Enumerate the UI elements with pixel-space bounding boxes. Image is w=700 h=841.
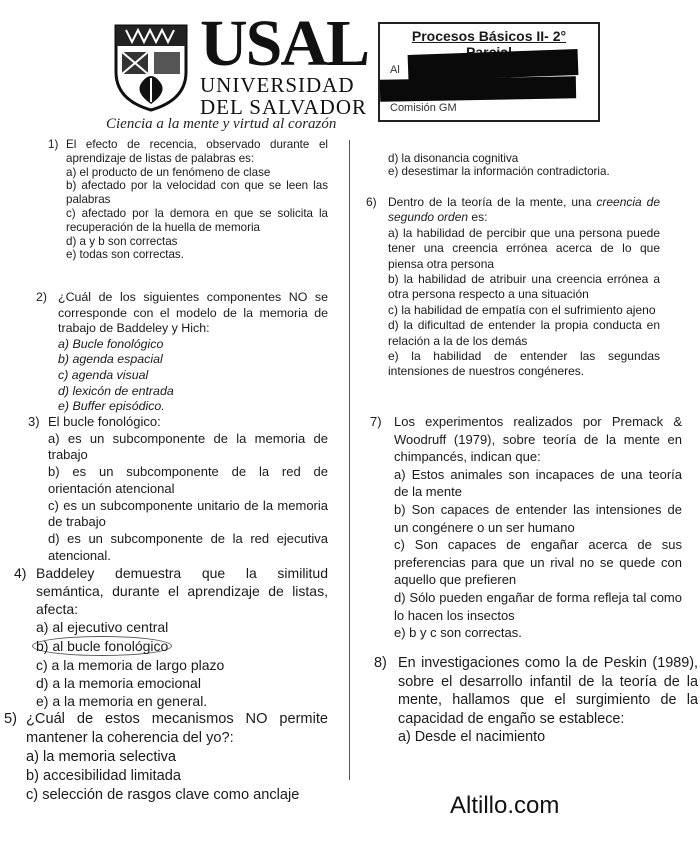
brand-line-2: DEL SALVADOR [200,95,367,119]
exam-title: Procesos Básicos II- 2° [411,28,567,44]
question-stem: El efecto de recencia, observado durante el aprendizaje de listas de palabras es: [66,138,328,165]
question-2 [36,290,328,415]
question-6 [366,195,660,380]
option: e) a la memoria en general. [36,693,208,709]
question-stem [388,195,660,226]
option: b) es un subcomponente de la red de orientación atencional [48,464,328,496]
option: a) la memoria selectiva [26,749,177,765]
option: b) Son capaces de entender las intensiones de un congénere o un ser humano [394,501,682,535]
stem-emphasis: creencia de segundo orden [388,195,660,225]
handwritten-circle-mark: b) al bucle fonológico [32,636,172,656]
option: d) la dificultad de entender la propia conducta en relación a la de los demás [388,318,660,348]
question-5-continued [388,152,668,178]
option: a) es un subcomponente de la memoria de trabajo [48,430,328,463]
option: d) es un subcomponente de la red ejecutiva atencional. [48,530,328,563]
option: e) desestimar la información contradictoria. [388,165,610,178]
option: c) es un subcomponente unitario de la memoria de trabajo [48,497,328,530]
question-3 [28,414,328,564]
option [36,636,328,656]
question-number: 5) [4,711,17,727]
option: b) afectado por la velocidad con que se leen las palabras [66,179,328,207]
option: c) agenda visual [58,367,149,382]
option: a) Desde el nacimiento [398,729,546,746]
option: a) Bucle fonológico [58,336,164,351]
option: c) a la memoria de largo plazo [36,657,225,673]
option: e) b y c son correctas. [394,625,522,641]
question-4 [14,564,328,710]
option: e) todas son correctas. [66,248,184,262]
question-1 [48,138,328,262]
option: d) lexicón de entrada [58,383,174,398]
brand-block [200,7,375,119]
option: c) la habilidad de empatía con el sufrimiento ajeno [388,302,656,317]
question-8 [374,654,698,747]
option: c) selección de rasgos clave como anclaje [26,787,300,803]
option: d) a la memoria emocional [36,675,201,691]
redaction-bar [380,76,576,101]
question-stem: El bucle fonológico: [48,414,161,429]
student-label: Al [390,64,400,76]
option: a) al ejecutivo central [36,619,169,635]
watermark: Altillo.com [450,792,560,819]
question-stem: Baddeley demuestra que la similitud semántica, durante el aprendizaje de listas, afecta: [36,565,328,617]
stem-part: Dentro de la teoría de la mente, una [388,195,597,209]
question-number: 3) [28,414,40,429]
option: d) Sólo pueden engañar de forma refleja tal como lo hacen los insectos [394,589,682,623]
question-number: 2) [36,290,48,304]
question-stem: ¿Cuál de estos mecanismos NO permite mantener la coherencia del yo?: [26,711,328,746]
question-stem: ¿Cuál de los siguientes componentes NO se corresponde con el modelo de la memoria de trabajo de Baddeley y Hich: [58,290,328,336]
question-number: 1) [48,138,59,151]
option: b) agenda espacial [58,352,163,367]
option: c) Son capaces de engañar acerca de sus preferencias para que un rival no se quede con aquello que prefieren [394,537,682,588]
stem-part: es: [468,210,488,225]
option: b) la habilidad de atribuir una creencia errónea a otra persona respecto a una situación [388,272,660,302]
question-number: 7) [370,414,382,429]
option: e) la habilidad de entender las segundas intensiones de nuestros congéneres. [388,349,660,379]
motto: Ciencia a la mente y virtud al corazón [106,116,337,132]
option: e) Buffer episódico. [58,399,165,414]
option: d) la disonancia cognitiva [388,152,519,165]
commission-label: Comisión GM [390,102,457,114]
crest-icon [112,22,190,112]
option: a) la habilidad de percibir que una persona puede tener una creencia errónea acerca de lo que piensa otra persona [388,225,660,271]
option: a) Estos animales son incapaces de una teoría de la mente [394,466,682,500]
question-number: 6) [366,195,377,209]
option: c) afectado por la demora en que se solicita la recuperación de la huella de memoria [66,206,328,234]
question-number: 8) [374,655,387,671]
option: d) a y b son correctas [66,234,178,248]
column-divider [349,140,350,780]
question-5 [4,710,328,805]
brand-name: USAL [200,7,369,80]
question-number: 4) [14,565,27,581]
option: a) el producto de un fenómeno de clase [66,165,271,179]
question-stem: Los experimentos realizados por Premack & Woodruff (1979), sobre teoría de la mente en chimpancés, indican que: [394,414,682,465]
option: b) accesibilidad limitada [26,768,181,784]
question-stem: En investigaciones como la de Peskin (1989), sobre el desarrollo infantil de la teoría de la mente, hallamos que el surgimiento de la capacidad de engaño se establece: [398,655,698,727]
question-7 [370,413,682,642]
brand-line-1: UNIVERSIDAD [200,73,355,97]
